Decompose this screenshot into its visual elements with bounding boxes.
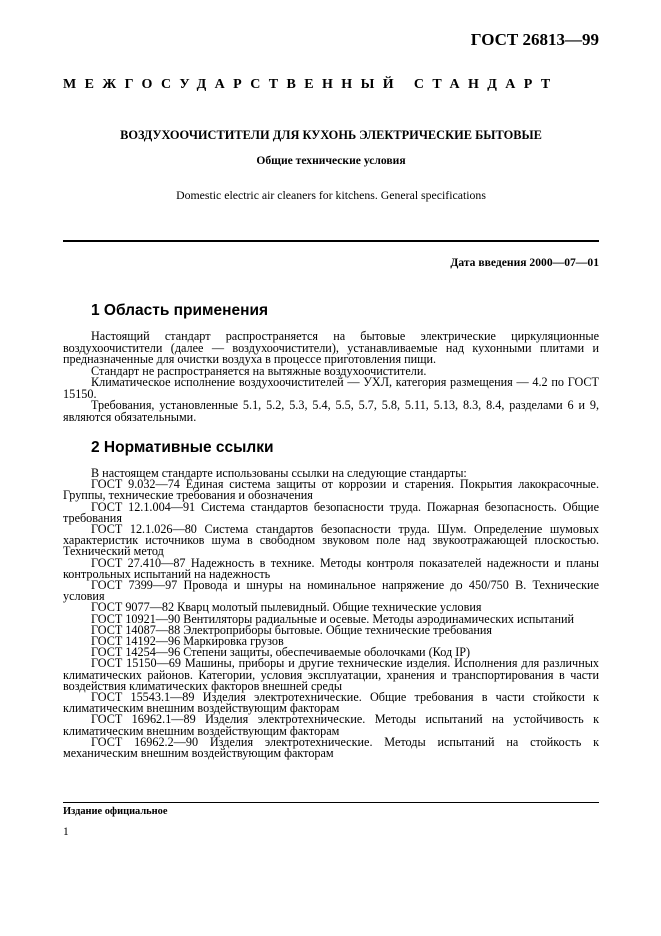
reference-item: ГОСТ 7399—97 Провода и шнуры на номинальное напряжение до 450/750 В. Технические условия <box>63 578 599 604</box>
interstate-standard-label: МЕЖГОСУДАРСТВЕННЫЙ СТАНДАРТ <box>63 77 559 92</box>
section-normative-references <box>63 439 599 759</box>
reference-item: ГОСТ 27.410—87 Надежность в технике. Методы контроля показателей надежности и планы контрольных испытаний на надежность <box>63 555 599 581</box>
reference-item: ГОСТ 16962.2—90 Изделия электротехнические. Методы испытаний на стойкость к механическим внешним воздействующим факторам <box>63 734 599 761</box>
reference-item: ГОСТ 15150—69 Машины, приборы и другие технические изделия. Исполнения для различных климатических районов. Категории, условия эксплуатации, хранения и транспортирования в части воздействия климатических факторов внешней среды <box>63 656 599 693</box>
reference-item: ГОСТ 10921—90 Вентиляторы радиальные и осевые. Методы аэродинамических испытаний <box>91 611 575 626</box>
document-title-english: Domestic electric air cleaners for kitchens. General specifications <box>176 188 486 202</box>
reference-item: ГОСТ 9.032—74 Единая система защиты от коррозии и старения. Покрытия лакокрасочные. Группы, технические требования и обозначения <box>63 477 599 503</box>
reference-item: ГОСТ 12.1.004—91 Система стандартов безопасности труда. Пожарная безопасность. Общие требования <box>63 499 599 525</box>
title-divider <box>63 240 599 242</box>
reference-item: ГОСТ 12.1.026—80 Система стандартов безопасности труда. Шум. Определение шумовых характеристик источников шума в свободном звуковом поле над звукоотражающей плоскостью. Технический метод <box>63 522 599 559</box>
reference-item: ГОСТ 14087—88 Электроприборы бытовые. Общие технические требования <box>91 622 493 637</box>
document-title: ВОЗДУХООЧИСТИТЕЛИ ДЛЯ КУХОНЬ ЭЛЕКТРИЧЕСКИЕ БЫТОВЫЕ <box>120 128 542 142</box>
standard-number: ГОСТ 26813—99 <box>470 30 599 49</box>
paragraph: Климатическое исполнение воздухоочистителей — УХЛ, категория размещения — 4.2 по ГОСТ 15150. <box>63 375 599 401</box>
reference-item: ГОСТ 14192—96 Маркировка грузов <box>91 634 284 649</box>
section-heading: 1 Область применения <box>91 302 269 319</box>
paragraph: В настоящем стандарте использованы ссылки на следующие стандарты: <box>91 466 467 480</box>
page-number: 1 <box>63 826 69 838</box>
footer-divider <box>63 802 599 803</box>
reference-item: ГОСТ 9077—82 Кварц молотый пылевидный. Общие технические условия <box>91 600 482 615</box>
reference-item: ГОСТ 16962.1—89 Изделия электротехнические. Методы испытаний на устойчивость к климатическим внешним воздействующим факторам <box>63 712 599 738</box>
section-heading: 2 Нормативные ссылки <box>91 439 274 456</box>
document-subtitle: Общие технические условия <box>256 154 406 167</box>
reference-item: ГОСТ 14254—96 Степени защиты, обеспечиваемые оболочками (Код IP) <box>91 645 471 660</box>
introduction-date: Дата введения 2000—07—01 <box>450 256 599 269</box>
paragraph: Требования, установленные 5.1, 5.2, 5.3, 5.4, 5.5, 5.7, 5.8, 5.11, 5.13, 8.3, 8.4, разделами 6 и 9, являются обязательными. <box>63 398 599 424</box>
paragraph: Стандарт не распространяется на вытяжные воздухоочистители. <box>91 363 427 378</box>
section-scope <box>63 302 599 423</box>
reference-item: ГОСТ 15543.1—89 Изделия электротехнические. Общие требования в части стойкости к климатическим внешним воздействующим факторам <box>63 690 599 716</box>
paragraph: Настоящий стандарт распространяется на бытовые электрические циркуляционные воздухоочистители (далее — воздухоочистители), устанавливаемые над кухонными плитами и предназначенные для очистки воздуха в процессе приготовления пищи. <box>63 329 599 366</box>
official-edition-label: Издание официальное <box>63 806 168 817</box>
